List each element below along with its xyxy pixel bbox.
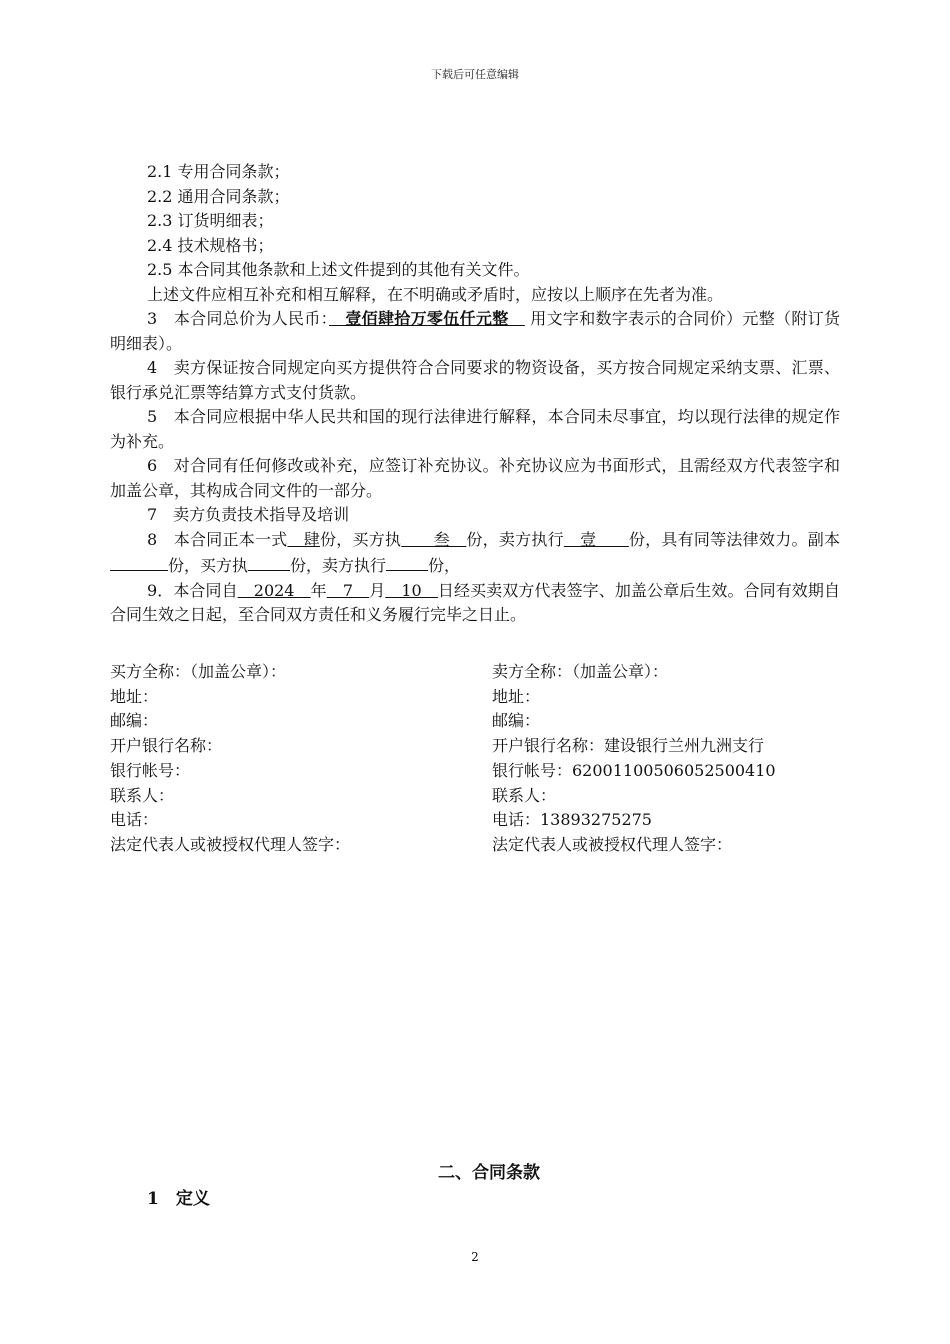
clause-8-part-1: 8 本合同正本一式: [147, 529, 288, 549]
seller-contact-label: 联系人：: [492, 785, 557, 805]
page-header: 下载后可任意编辑: [431, 68, 519, 81]
clause-3-prefix: 3 本合同总价为人民币：: [147, 309, 330, 328]
clause-2-3: 2.3 订货明细表；: [147, 211, 274, 230]
buyer-postcode-label: 邮编：: [110, 711, 159, 731]
seller-info-block: [492, 660, 776, 858]
buyer-duplicate-blank: [248, 552, 290, 571]
seller-duplicate-blank: [386, 552, 428, 571]
clause-3: [110, 307, 840, 356]
buyer-name-label: 买方全称：（加盖公章）：: [110, 662, 287, 681]
buyer-info-block: [110, 660, 350, 858]
clause-9-part-3: 月: [369, 580, 386, 600]
clause-8-part-4: 份，具有同等法律效力。副本: [628, 529, 840, 549]
clause-8-part-2: 份，买方执: [320, 529, 402, 549]
seller-account-label: 银行帐号：62001100506052500410: [492, 760, 776, 780]
duplicate-count-blank: [110, 552, 168, 571]
clause-8-part-6: 份，卖方执行: [290, 556, 387, 575]
clause-9-part-1: 9．本合同自: [147, 580, 238, 600]
clause-7: 7 卖方负责技术指导及培训: [147, 505, 350, 524]
contract-body: [110, 160, 840, 628]
effective-month: 7: [326, 580, 370, 600]
clause-5: 5 本合同应根据中华人民共和国的现行法律进行解释，本合同未尽事宜，均以现行法律的规定作为补充。: [110, 407, 840, 451]
clause-9-part-4: 日经买卖双方代表签字、加盖公章后生效。合同有效期自合同生效之日起，至合同双方责任和义务履行完毕之日止。: [110, 580, 840, 624]
buyer-signature-label: 法定代表人或被授权代理人签字：: [110, 834, 351, 854]
buyer-account-label: 银行帐号：: [110, 760, 191, 780]
buyer-phone-label: 电话：: [110, 810, 159, 830]
page-number: 2: [471, 1250, 479, 1264]
clause-2-1: 2.1 专用合同条款；: [147, 162, 290, 181]
clause-2-4: 2.4 技术规格书；: [147, 235, 274, 255]
clause-3-suffix: 用文字和数字表示的合同价）元整（附订货明细表）。: [110, 309, 840, 353]
buyer-copy-count: 叁: [401, 529, 467, 549]
seller-signature-label: 法定代表人或被授权代理人签字：: [492, 834, 733, 854]
clause-9: [110, 579, 840, 628]
effective-day: 10: [385, 580, 438, 600]
clause-6: 6 对合同有任何修改或补充，应签订补充协议。补充协议应为书面形式，且需经双方代表签字和加盖公章，其构成合同文件的一部分。: [110, 456, 840, 500]
clause-2-5: 2.5 本合同其他条款和上述文件提到的其他有关文件。: [147, 260, 530, 279]
clause-8-part-5: 份，买方执: [168, 556, 249, 575]
clause-2-2: 2.2 通用合同条款；: [147, 186, 290, 206]
seller-copy-count: 壹: [563, 529, 629, 549]
section-title: 二、合同条款: [438, 1163, 540, 1183]
effective-year: 2024: [237, 580, 311, 600]
clause-9-part-2: 年: [310, 580, 327, 600]
document-order-note: 上述文件应相互补充和相互解释，在不明确或矛盾时，应按以上顺序在先者为准。: [147, 284, 724, 304]
seller-postcode-label: 邮编：: [492, 711, 541, 731]
clause-8-part-3: 份，卖方执行: [466, 529, 564, 549]
clause-8: [110, 528, 840, 579]
original-copy-count: 肆: [287, 529, 320, 549]
buyer-contact-label: 联系人：: [110, 785, 175, 805]
clause-4: 4 卖方保证按合同规定向买方提供符合合同要求的物资设备，买方按合同规定采纳支票、汇票、银行承兑汇票等结算方式支付货款。: [110, 358, 840, 402]
seller-bank-label: 开户银行名称：建设银行兰州九洲支行: [492, 736, 765, 756]
buyer-bank-label: 开户银行名称：: [110, 736, 223, 756]
seller-address-label: 地址：: [492, 686, 541, 706]
section-subtitle: 1 定义: [147, 1189, 210, 1209]
seller-phone-label: 电话：13893275275: [492, 810, 652, 830]
clause-8-part-7: 份，: [428, 556, 461, 575]
contract-total-amount: 壹佰肆拾万零伍仟元整: [329, 309, 525, 328]
buyer-address-label: 地址：: [110, 686, 159, 706]
seller-name-label: 卖方全称：（加盖公章）：: [492, 662, 669, 681]
